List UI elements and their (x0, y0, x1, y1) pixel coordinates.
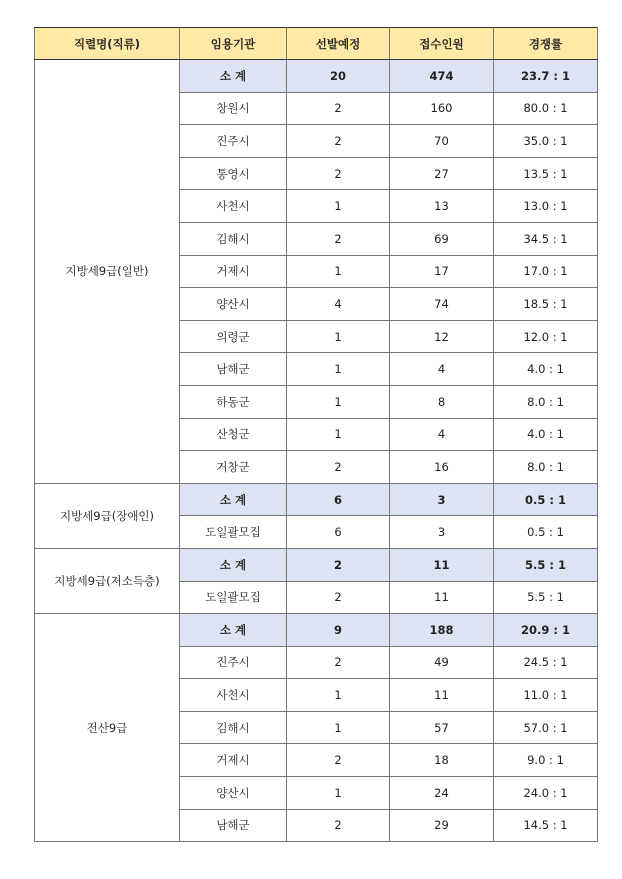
planned-cell: 2 (287, 744, 390, 777)
applicants-cell: 24 (390, 777, 494, 810)
planned-cell: 2 (287, 157, 390, 190)
subtotal-ratio-cell: 0.5 : 1 (494, 483, 598, 516)
planned-cell: 4 (287, 288, 390, 321)
subtotal-label-cell: 소 계 (180, 548, 287, 581)
ratio-cell: 34.5 : 1 (494, 222, 598, 255)
header-series: 직렬명(직류) (35, 28, 180, 60)
header-applicants: 접수인원 (390, 28, 494, 60)
subtotal-ratio-cell: 23.7 : 1 (494, 60, 598, 93)
applicants-cell: 29 (390, 809, 494, 842)
ratio-cell: 8.0 : 1 (494, 451, 598, 484)
ratio-cell: 24.5 : 1 (494, 646, 598, 679)
applicants-cell: 27 (390, 157, 494, 190)
planned-cell: 2 (287, 451, 390, 484)
ratio-cell: 57.0 : 1 (494, 711, 598, 744)
agency-cell: 사천시 (180, 679, 287, 712)
applicants-cell: 69 (390, 222, 494, 255)
header-agency: 임용기관 (180, 28, 287, 60)
subtotal-applicants-cell: 3 (390, 483, 494, 516)
planned-cell: 2 (287, 92, 390, 125)
ratio-cell: 12.0 : 1 (494, 320, 598, 353)
subtotal-label-cell: 소 계 (180, 60, 287, 93)
applicants-cell: 4 (390, 418, 494, 451)
ratio-cell: 14.5 : 1 (494, 809, 598, 842)
agency-cell: 진주시 (180, 646, 287, 679)
planned-cell: 6 (287, 516, 390, 549)
agency-cell: 남해군 (180, 809, 287, 842)
applicants-cell: 57 (390, 711, 494, 744)
ratio-cell: 4.0 : 1 (494, 353, 598, 386)
applicants-cell: 12 (390, 320, 494, 353)
agency-cell: 도일괄모집 (180, 516, 287, 549)
ratio-cell: 11.0 : 1 (494, 679, 598, 712)
planned-cell: 2 (287, 222, 390, 255)
planned-cell: 1 (287, 711, 390, 744)
planned-cell: 1 (287, 255, 390, 288)
subtotal-planned-cell: 20 (287, 60, 390, 93)
subtotal-applicants-cell: 11 (390, 548, 494, 581)
agency-cell: 사천시 (180, 190, 287, 223)
agency-cell: 양산시 (180, 777, 287, 810)
ratio-cell: 9.0 : 1 (494, 744, 598, 777)
recruitment-table (34, 27, 598, 842)
subtotal-label-cell: 소 계 (180, 614, 287, 647)
subtotal-row (35, 548, 598, 581)
agency-cell: 산청군 (180, 418, 287, 451)
applicants-cell: 8 (390, 385, 494, 418)
planned-cell: 1 (287, 679, 390, 712)
agency-cell: 거제시 (180, 744, 287, 777)
agency-cell: 남해군 (180, 353, 287, 386)
applicants-cell: 4 (390, 353, 494, 386)
planned-cell: 2 (287, 809, 390, 842)
subtotal-row (35, 483, 598, 516)
ratio-cell: 8.0 : 1 (494, 385, 598, 418)
agency-cell: 창원시 (180, 92, 287, 125)
applicants-cell: 70 (390, 125, 494, 158)
subtotal-ratio-cell: 20.9 : 1 (494, 614, 598, 647)
agency-cell: 거창군 (180, 451, 287, 484)
ratio-cell: 13.0 : 1 (494, 190, 598, 223)
applicants-cell: 17 (390, 255, 494, 288)
subtotal-row (35, 614, 598, 647)
planned-cell: 1 (287, 418, 390, 451)
planned-cell: 2 (287, 125, 390, 158)
subtotal-applicants-cell: 188 (390, 614, 494, 647)
header-row (35, 28, 598, 60)
planned-cell: 1 (287, 385, 390, 418)
agency-cell: 김해시 (180, 711, 287, 744)
planned-cell: 1 (287, 353, 390, 386)
ratio-cell: 18.5 : 1 (494, 288, 598, 321)
agency-cell: 양산시 (180, 288, 287, 321)
series-name-cell: 지방세9급(저소득층) (35, 548, 180, 613)
applicants-cell: 3 (390, 516, 494, 549)
subtotal-planned-cell: 9 (287, 614, 390, 647)
series-name-cell: 전산9급 (35, 614, 180, 842)
applicants-cell: 18 (390, 744, 494, 777)
ratio-cell: 35.0 : 1 (494, 125, 598, 158)
series-name-cell: 지방세9급(장애인) (35, 483, 180, 548)
applicants-cell: 49 (390, 646, 494, 679)
ratio-cell: 24.0 : 1 (494, 777, 598, 810)
header-ratio: 경쟁률 (494, 28, 598, 60)
ratio-cell: 4.0 : 1 (494, 418, 598, 451)
ratio-cell: 17.0 : 1 (494, 255, 598, 288)
subtotal-planned-cell: 6 (287, 483, 390, 516)
planned-cell: 1 (287, 190, 390, 223)
agency-cell: 거제시 (180, 255, 287, 288)
ratio-cell: 80.0 : 1 (494, 92, 598, 125)
agency-cell: 통영시 (180, 157, 287, 190)
applicants-cell: 160 (390, 92, 494, 125)
planned-cell: 2 (287, 581, 390, 614)
subtotal-label-cell: 소 계 (180, 483, 287, 516)
header-planned: 선발예정 (287, 28, 390, 60)
planned-cell: 1 (287, 320, 390, 353)
applicants-cell: 11 (390, 679, 494, 712)
applicants-cell: 13 (390, 190, 494, 223)
ratio-cell: 13.5 : 1 (494, 157, 598, 190)
applicants-cell: 16 (390, 451, 494, 484)
agency-cell: 하동군 (180, 385, 287, 418)
ratio-cell: 5.5 : 1 (494, 581, 598, 614)
planned-cell: 2 (287, 646, 390, 679)
subtotal-ratio-cell: 5.5 : 1 (494, 548, 598, 581)
series-name-cell: 지방세9급(일반) (35, 60, 180, 484)
agency-cell: 김해시 (180, 222, 287, 255)
agency-cell: 의령군 (180, 320, 287, 353)
agency-cell: 도일괄모집 (180, 581, 287, 614)
subtotal-applicants-cell: 474 (390, 60, 494, 93)
subtotal-planned-cell: 2 (287, 548, 390, 581)
agency-cell: 진주시 (180, 125, 287, 158)
planned-cell: 1 (287, 777, 390, 810)
ratio-cell: 0.5 : 1 (494, 516, 598, 549)
applicants-cell: 74 (390, 288, 494, 321)
applicants-cell: 11 (390, 581, 494, 614)
table-body (35, 60, 598, 842)
subtotal-row (35, 60, 598, 93)
